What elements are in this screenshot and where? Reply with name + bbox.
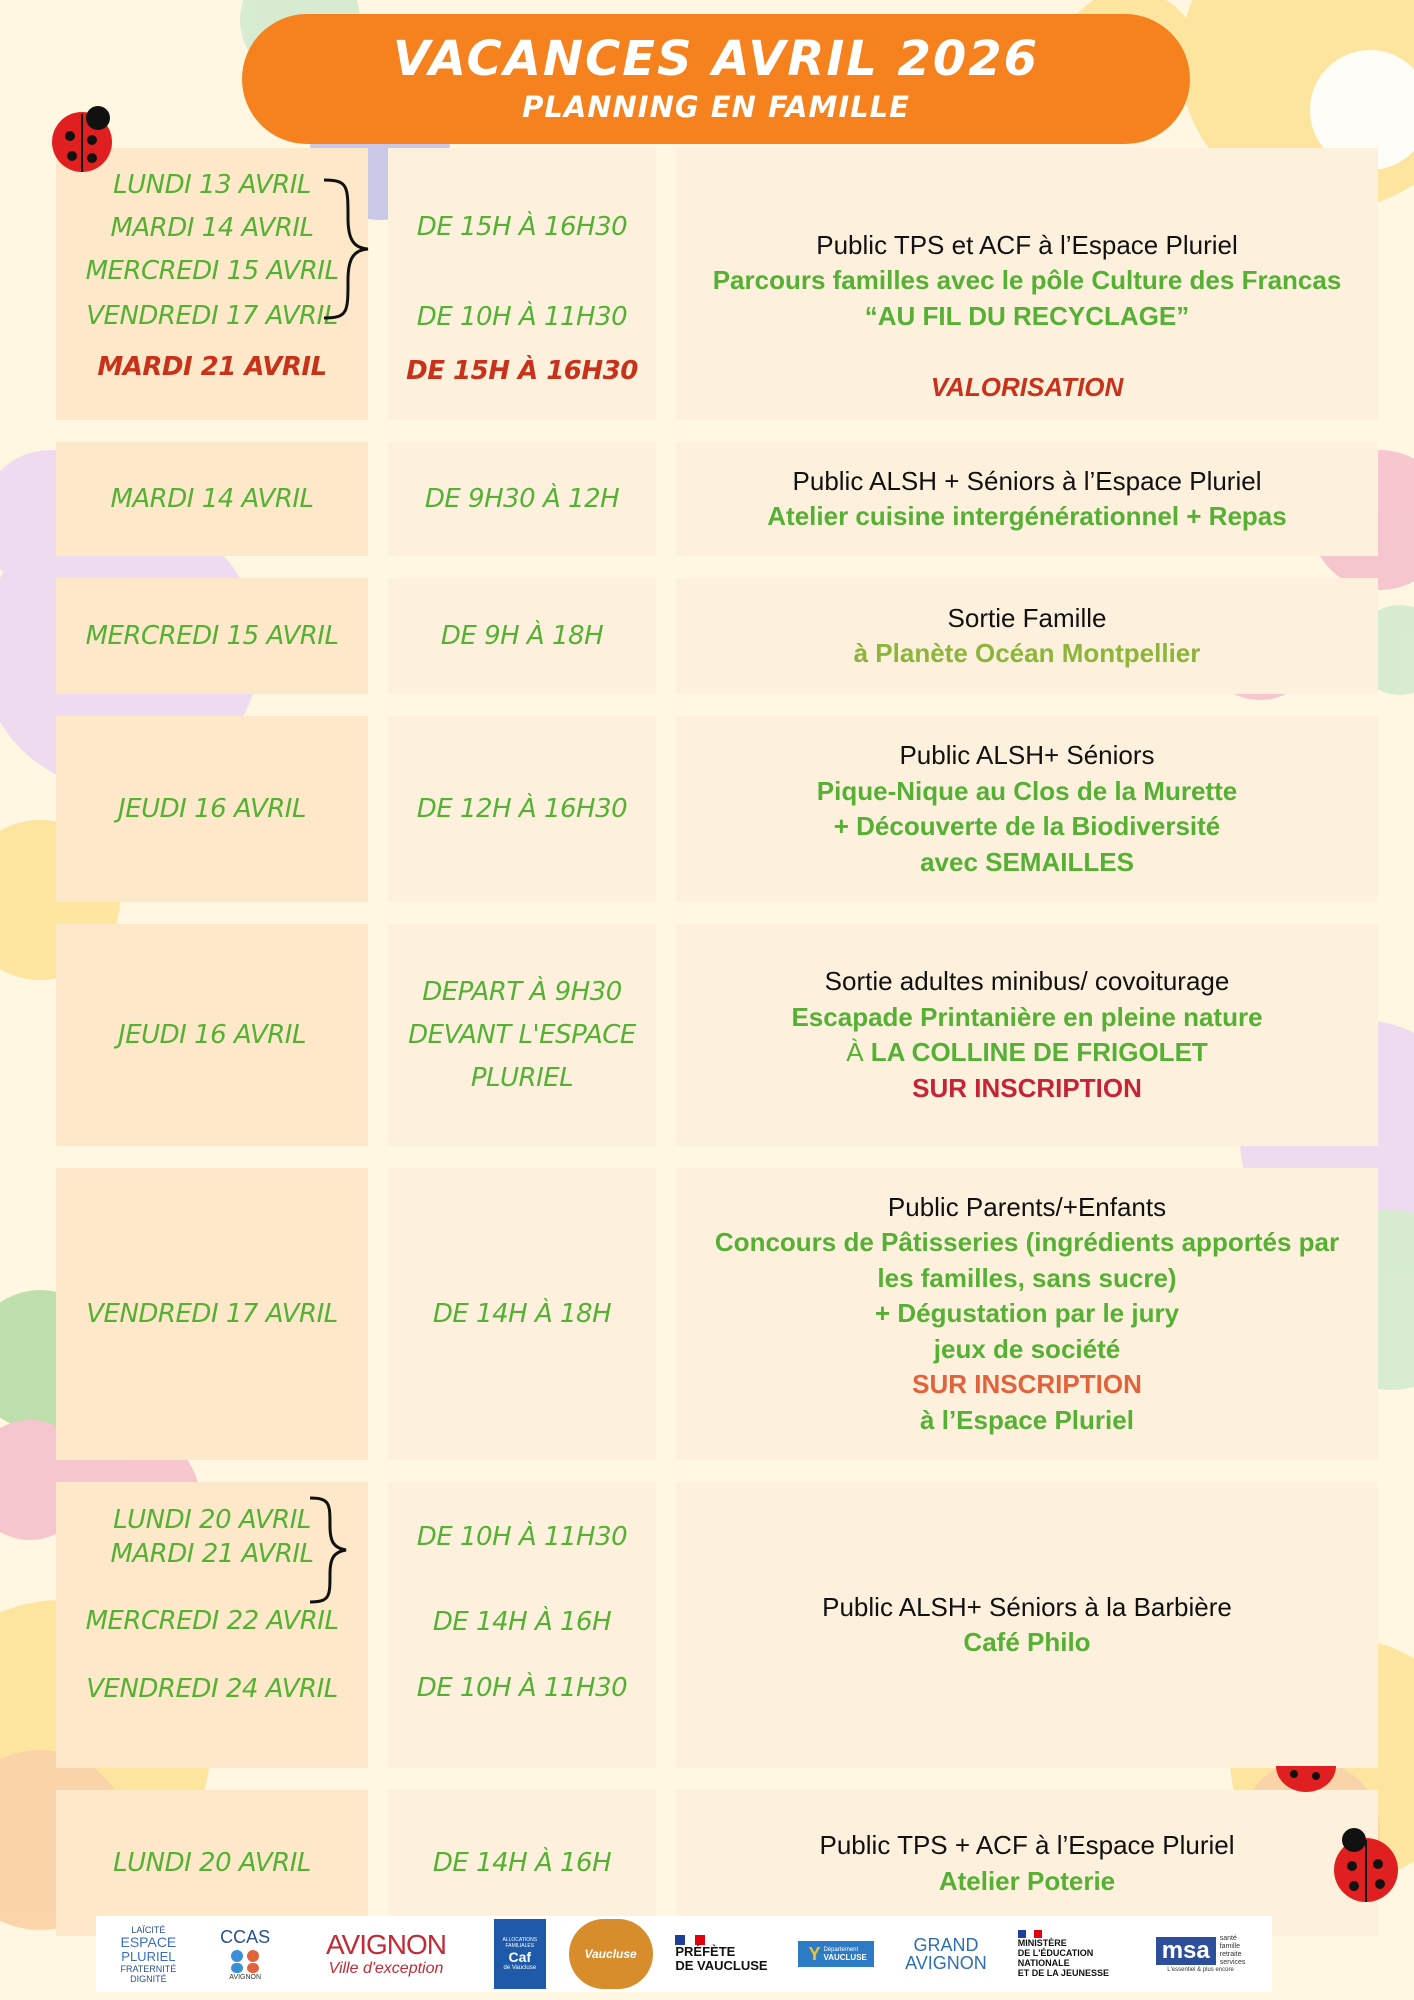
partner-logos [96, 1916, 1272, 1992]
date-text: MERCREDI 15 AVRIL [85, 256, 339, 286]
activity-public: Public TPS et ACF à l’Espace Pluriel [816, 230, 1238, 260]
activity-title: “AU FIL DU RECYCLAGE” [864, 301, 1190, 331]
ladybug-icon [40, 100, 124, 180]
vaucluse-logo [569, 1919, 653, 1989]
activity-title: + Dégustation par le jury [874, 1298, 1180, 1329]
schedule-row [0, 1790, 1414, 1936]
page-title: VACANCES AVRIL 2026 [392, 31, 1040, 87]
ladybug-icon [1276, 1766, 1336, 1792]
logo-text: MINISTÈRE [1017, 1938, 1067, 1948]
logo-text: Ville d'exception [328, 1960, 444, 1977]
flag-icon [1018, 1930, 1042, 1938]
time-text: DE 9H À 18H [440, 620, 604, 651]
grand-avignon-logo [897, 1936, 995, 1972]
logo-text: PRÉFÈTE [675, 1944, 736, 1959]
date-cell [56, 924, 368, 1146]
ccas-logo [212, 1927, 278, 1981]
caf-logo [494, 1919, 546, 1989]
time-text: DE 10H À 11H30 [416, 1522, 628, 1552]
date-cell [56, 442, 368, 556]
activity-title: + Découverte de la Biodiversité [833, 811, 1221, 841]
time-cell [388, 1482, 656, 1768]
logo-text: VAUCLUSE [823, 1952, 867, 1962]
activity-cell [676, 924, 1378, 1146]
schedule-row [0, 716, 1414, 902]
departement-logo [798, 1941, 874, 1967]
prefete-logo [675, 1935, 775, 1973]
logo-text: LAÏCITÉ [131, 1924, 166, 1935]
time-cell [388, 924, 656, 1146]
msa-logo [1141, 1935, 1261, 1973]
activity-title: les familles, sans sucre) [877, 1262, 1177, 1293]
time-text: DE 14H À 16H [432, 1607, 612, 1637]
activity-title: À [846, 1037, 864, 1067]
date-text: VENDREDI 17 AVRIL [86, 1298, 338, 1329]
activity-title: Café Philo [963, 1627, 1091, 1657]
logo-text: NATIONALE [1017, 1958, 1070, 1968]
logo-text: GRAND [913, 1935, 979, 1955]
logo-text: ET DE LA JEUNESSE [1017, 1968, 1109, 1978]
activity-title: Concours de Pâtisseries (ingrédients apportés par [714, 1227, 1340, 1258]
family-icon [225, 1948, 265, 1974]
date-cell [56, 1790, 368, 1936]
date-text: LUNDI 20 AVRIL [113, 1847, 311, 1878]
activity-cell [676, 1168, 1378, 1460]
logo-text: AVIGNON [229, 1974, 262, 1981]
page-subtitle: PLANNING EN FAMILLE [522, 90, 910, 124]
date-text: MARDI 21 AVRIL [97, 352, 327, 382]
logo-text: DE L'ÉDUCATION [1017, 1948, 1094, 1958]
activity-title: Escapade Printanière en pleine nature [791, 1001, 1263, 1032]
date-text: JEUDI 16 AVRIL [118, 793, 306, 824]
date-text: LUNDI 20 AVRIL [113, 1505, 311, 1535]
activity-public: Public Parents/+Enfants [887, 1191, 1167, 1222]
time-cell [388, 148, 656, 420]
activity-cell [676, 578, 1378, 694]
logo-text: santé [1219, 1935, 1237, 1942]
date-text: LUNDI 13 AVRIL [113, 170, 311, 200]
logo-text: DIGNITÉ [130, 1973, 167, 1984]
time-cell [388, 442, 656, 556]
activity-cell [676, 442, 1378, 556]
schedule-row [0, 148, 1414, 420]
logo-text: retraite [1219, 1951, 1242, 1958]
date-cell [56, 716, 368, 902]
logo-text: Département [823, 1946, 859, 1953]
time-text: DEPART À 9H30 [422, 976, 622, 1007]
activity-public: Sortie Famille [947, 602, 1107, 633]
activity-title: LA COLLINE DE FRIGOLET [870, 1037, 1208, 1067]
logo-text: services [1219, 1959, 1246, 1966]
time-cell [388, 578, 656, 694]
activity-cell [676, 1482, 1378, 1768]
activity-title: Pique-Nique au Clos de la Murette [816, 775, 1238, 806]
activity-title: à Planète Océan Montpellier [853, 638, 1201, 668]
activity-title: avec SEMAILLES [920, 846, 1134, 877]
logo-text: de Vaucluse [503, 1965, 537, 1971]
logo-text: DE VAUCLUSE [675, 1958, 768, 1973]
activity-public: Public TPS + ACF à l’Espace Pluriel [819, 1830, 1235, 1860]
time-cell [388, 1790, 656, 1936]
activity-title: Atelier Poterie [938, 1865, 1116, 1896]
registration-note: SUR INSCRIPTION [912, 1072, 1142, 1103]
time-text: DE 12H À 16H30 [416, 793, 628, 824]
time-cell [388, 716, 656, 902]
brace-icon [306, 1496, 352, 1604]
brace-icon [318, 178, 378, 320]
schedule-row [0, 578, 1414, 694]
date-text: MERCREDI 22 AVRIL [85, 1606, 339, 1636]
logo-text: famille [1219, 1943, 1240, 1950]
ladybug-icon [1326, 1822, 1406, 1908]
activity-cell [676, 716, 1378, 902]
logo-text: CCAS [220, 1927, 271, 1947]
logo-text: msa [1156, 1937, 1216, 1965]
logo-text: Caf [508, 1949, 532, 1965]
activity-cell [676, 1790, 1378, 1936]
logo-text: PLURIEL [121, 1948, 176, 1964]
logo-text: ESPACE [120, 1933, 177, 1950]
date-text: MERCREDI 15 AVRIL [85, 620, 339, 651]
logo-text: FRATERNITÉ [120, 1963, 177, 1974]
logo-text: ALLOCATIONS FAMILIALES [502, 1937, 538, 1949]
logo-text: L'essentiel & plus encore [1167, 1967, 1234, 1973]
date-text: VENDREDI 24 AVRIL [86, 1674, 338, 1704]
activity-public: Public ALSH+ Séniors [899, 740, 1155, 770]
schedule-row [0, 1482, 1414, 1768]
time-text: DE 15H À 16H30 [416, 212, 628, 242]
time-text: DE 9H30 À 12H [424, 483, 620, 514]
date-text: JEUDI 16 AVRIL [118, 1019, 306, 1050]
avignon-logo [301, 1930, 471, 1978]
time-text: DE 14H À 16H [432, 1847, 612, 1878]
logo-text: AVIGNON [325, 1929, 447, 1960]
activity-title: Atelier cuisine intergénérationnel + Repas [767, 501, 1287, 531]
schedule-row [0, 1168, 1414, 1460]
activity-title [846, 1035, 1208, 1071]
ministere-logo [1018, 1930, 1118, 1978]
activity-cell [676, 148, 1378, 420]
time-text: DE 15H À 16H30 [406, 356, 638, 386]
date-cell [56, 578, 368, 694]
logo-text: Y [808, 1943, 821, 1964]
date-cell [56, 1168, 368, 1460]
activity-title: jeux de société [933, 1333, 1121, 1364]
logo-text: AVIGNON [905, 1953, 987, 1973]
date-text: MARDI 21 AVRIL [110, 1539, 314, 1569]
time-text: DE 14H À 18H [432, 1298, 612, 1329]
activity-title: Parcours familles avec le pôle Culture des Francas [712, 265, 1342, 295]
date-text: MARDI 14 AVRIL [110, 483, 314, 514]
activity-public: Public ALSH + Séniors à l’Espace Pluriel [792, 465, 1262, 496]
activity-public: Sortie adultes minibus/ covoiturage [824, 966, 1230, 996]
espace-pluriel-logo [107, 1925, 189, 1984]
schedule-row [0, 924, 1414, 1146]
time-cell [388, 1168, 656, 1460]
time-text: PLURIEL [470, 1062, 574, 1093]
registration-note: SUR INSCRIPTION [912, 1369, 1142, 1400]
time-text: DEVANT L'ESPACE [408, 1019, 636, 1050]
activity-public: Public ALSH+ Séniors à la Barbière [822, 1591, 1232, 1622]
schedule-row [0, 442, 1414, 556]
time-text: DE 10H À 11H30 [416, 1673, 628, 1703]
activity-note: VALORISATION [930, 372, 1124, 402]
header-banner [242, 14, 1190, 144]
logo-text: Vaucluse [584, 1947, 637, 1961]
date-text: VENDREDI 17 AVRIL [86, 301, 338, 331]
time-text: DE 10H À 11H30 [416, 302, 628, 332]
activity-location: à l’Espace Pluriel [920, 1404, 1134, 1435]
date-text: MARDI 14 AVRIL [110, 213, 314, 243]
